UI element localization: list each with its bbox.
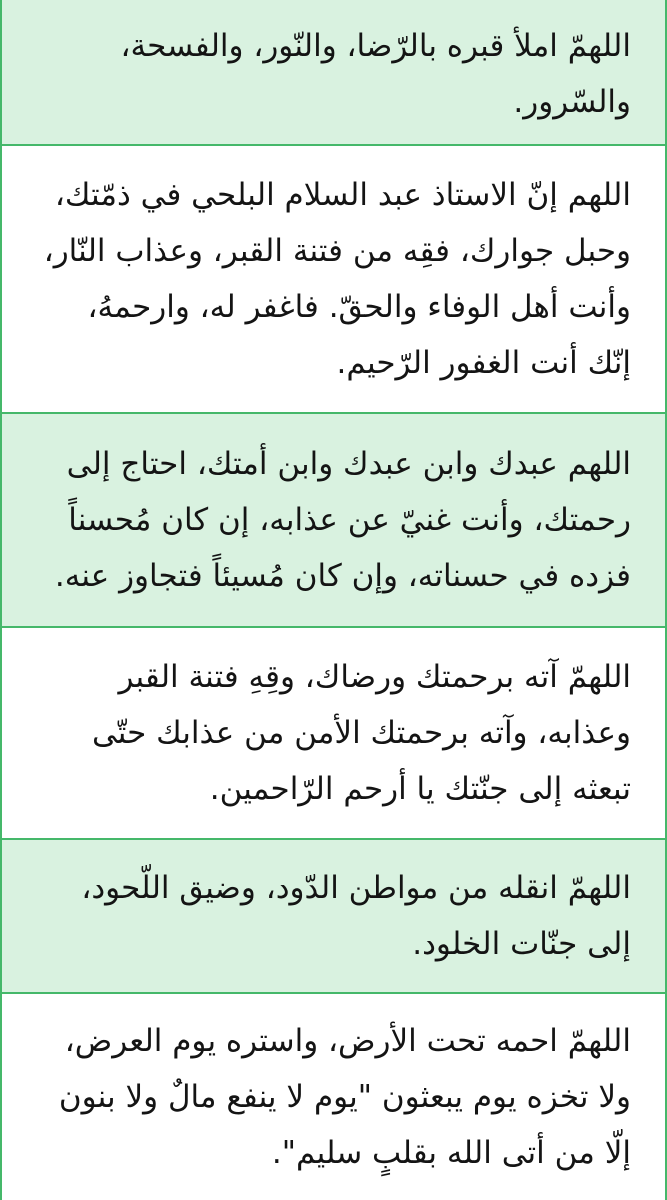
prayer-text: اللهم عبدك وابن عبدك وابن أمتك، احتاج إلى رحمتك، وأنت غنيّ عن عذابه، إن كان مُحسناً فزده في حسناته، وإن كان مُسيئاً فتجاوز عنه. [54,446,631,594]
prayer-text: اللهمّ آته برحمتك ورضاك، وقِهِ فتنة القبر وعذابه، وآته برحمتك الأمن من عذابك حتّى تبعثه إلى جنّتك يا أرحم الرّاحمين. [91,659,631,807]
prayer-text: اللهم إنّ الاستاذ عبد السلام البلحي في ذمّتك، وحبل جوارك، فقِه من فتنة القبر، وعذاب النّار، وأنت أهل الوفاء والحقّ. فاغفر له، وارحمهُ، إنّك أنت الغفور الرّحيم. [43,177,631,381]
prayer-row-4 [2,628,665,840]
prayer-text: اللهمّ انقله من مواطن الدّود، وضيق اللّحود، إلى جنّات الخلود. [81,870,631,962]
prayer-text: اللهمّ احمه تحت الأرض، واستره يوم العرض، ولا تخزه يوم يبعثون "يوم لا ينفع مالٌ ولا بنون إلّا من أتى الله بقلبٍ سليم". [58,1023,631,1171]
prayer-row-6 [2,994,665,1200]
prayer-row-3 [2,414,665,628]
prayer-row-5 [2,840,665,994]
prayer-row-1 [2,0,665,146]
prayer-text: اللهمّ املأ قبره بالرّضا، والنّور، والفسحة، والسّرور. [120,28,631,120]
prayer-row-2 [2,146,665,414]
